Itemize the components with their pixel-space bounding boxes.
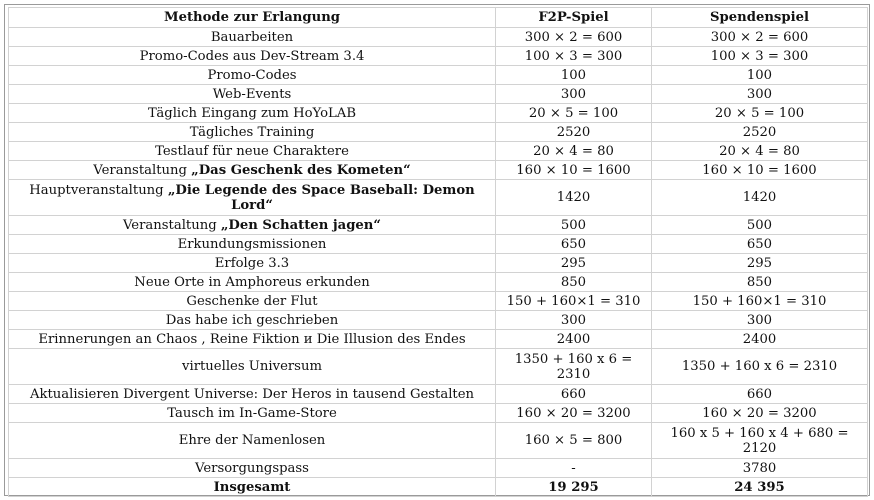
event-name: „Die Legende des Space Baseball: Demon Lord“: [167, 182, 475, 213]
table-row: [9, 404, 868, 423]
method-cell: Geschenke der Flut: [9, 292, 496, 311]
method-cell: Promo-Codes: [9, 66, 496, 85]
method-cell: Aktualisieren Divergent Universe: Der Heros in tausend Gestalten: [9, 385, 496, 404]
table-row: [9, 459, 868, 478]
method-cell: Erinnerungen an Chaos , Reine Fiktion и Die Illusion des Endes: [9, 330, 496, 349]
paid-cell: 2400: [652, 330, 868, 349]
f2p-cell: 1420: [496, 180, 652, 216]
table-row: [9, 123, 868, 142]
total-row: [9, 478, 868, 497]
acquisition-methods-table: [8, 7, 868, 497]
paid-cell: 295: [652, 254, 868, 273]
table-row: [9, 161, 868, 180]
f2p-cell: 295: [496, 254, 652, 273]
method-cell: Web-Events: [9, 85, 496, 104]
total-paid: 24 395: [652, 478, 868, 497]
event-name: „Das Geschenk des Kometen“: [191, 162, 411, 178]
table-row: [9, 180, 868, 216]
method-cell: Neue Orte in Amphoreus erkunden: [9, 273, 496, 292]
method-cell: virtuelles Universum: [9, 349, 496, 385]
f2p-cell: 2400: [496, 330, 652, 349]
paid-cell: 150 + 160×1 = 310: [652, 292, 868, 311]
f2p-cell: 660: [496, 385, 652, 404]
table-row: [9, 423, 868, 459]
method-cell: Bauarbeiten: [9, 28, 496, 47]
method-prefix: Veranstaltung: [93, 162, 192, 178]
table-row: [9, 85, 868, 104]
f2p-cell: 100: [496, 66, 652, 85]
f2p-cell: 650: [496, 235, 652, 254]
f2p-cell: 850: [496, 273, 652, 292]
f2p-cell: 150 + 160×1 = 310: [496, 292, 652, 311]
f2p-cell: 300: [496, 85, 652, 104]
paid-cell: 300 × 2 = 600: [652, 28, 868, 47]
paid-cell: 160 × 20 = 3200: [652, 404, 868, 423]
paid-cell: 300: [652, 85, 868, 104]
table-row: [9, 385, 868, 404]
paid-cell: 300: [652, 311, 868, 330]
table-row: [9, 66, 868, 85]
method-cell: Testlauf für neue Charaktere: [9, 142, 496, 161]
total-label: Insgesamt: [9, 478, 496, 497]
paid-cell: 650: [652, 235, 868, 254]
method-prefix: Hauptveranstaltung: [29, 182, 168, 198]
method-cell: Tausch im In-Game-Store: [9, 404, 496, 423]
paid-cell: 160 x 5 + 160 x 4 + 680 = 2120: [652, 423, 868, 459]
total-f2p: 19 295: [496, 478, 652, 497]
table-row: [9, 273, 868, 292]
method-prefix: Veranstaltung: [123, 217, 221, 233]
table-row: [9, 254, 868, 273]
paid-cell: 100: [652, 66, 868, 85]
paid-cell: 660: [652, 385, 868, 404]
method-cell: Erkundungsmissionen: [9, 235, 496, 254]
method-cell: Erfolge 3.3: [9, 254, 496, 273]
method-cell: Versorgungspass: [9, 459, 496, 478]
table-header-row: [9, 8, 868, 28]
paid-cell: 2520: [652, 123, 868, 142]
f2p-cell: 20 × 4 = 80: [496, 142, 652, 161]
event-name: „Den Schatten jagen“: [220, 217, 381, 233]
method-cell: [9, 161, 496, 180]
paid-cell: 1350 + 160 x 6 = 2310: [652, 349, 868, 385]
f2p-cell: 300: [496, 311, 652, 330]
table-row: [9, 47, 868, 66]
paid-cell: 20 × 5 = 100: [652, 104, 868, 123]
table-row: [9, 235, 868, 254]
header-method: Methode zur Erlangung: [9, 8, 496, 28]
f2p-cell: -: [496, 459, 652, 478]
paid-cell: 3780: [652, 459, 868, 478]
f2p-cell: 1350 + 160 x 6 = 2310: [496, 349, 652, 385]
table-row: [9, 142, 868, 161]
method-cell: Täglich Eingang zum HoYoLAB: [9, 104, 496, 123]
f2p-cell: 500: [496, 216, 652, 235]
method-cell: [9, 180, 496, 216]
method-cell: Ehre der Namenlosen: [9, 423, 496, 459]
f2p-cell: 300 × 2 = 600: [496, 28, 652, 47]
method-cell: [9, 216, 496, 235]
header-paid: Spendenspiel: [652, 8, 868, 28]
method-cell: Tägliches Training: [9, 123, 496, 142]
paid-cell: 160 × 10 = 1600: [652, 161, 868, 180]
header-f2p: F2P-Spiel: [496, 8, 652, 28]
paid-cell: 20 × 4 = 80: [652, 142, 868, 161]
f2p-cell: 160 × 20 = 3200: [496, 404, 652, 423]
paid-cell: 100 × 3 = 300: [652, 47, 868, 66]
table-row: [9, 28, 868, 47]
method-cell: Das habe ich geschrieben: [9, 311, 496, 330]
method-cell: Promo-Codes aus Dev-Stream 3.4: [9, 47, 496, 66]
table-row: [9, 104, 868, 123]
f2p-cell: 100 × 3 = 300: [496, 47, 652, 66]
paid-cell: 1420: [652, 180, 868, 216]
f2p-cell: 160 × 10 = 1600: [496, 161, 652, 180]
f2p-cell: 160 × 5 = 800: [496, 423, 652, 459]
paid-cell: 850: [652, 273, 868, 292]
f2p-cell: 20 × 5 = 100: [496, 104, 652, 123]
table-row: [9, 311, 868, 330]
table-row: [9, 330, 868, 349]
paid-cell: 500: [652, 216, 868, 235]
f2p-cell: 2520: [496, 123, 652, 142]
table-row: [9, 216, 868, 235]
table-row: [9, 292, 868, 311]
table-row: [9, 349, 868, 385]
